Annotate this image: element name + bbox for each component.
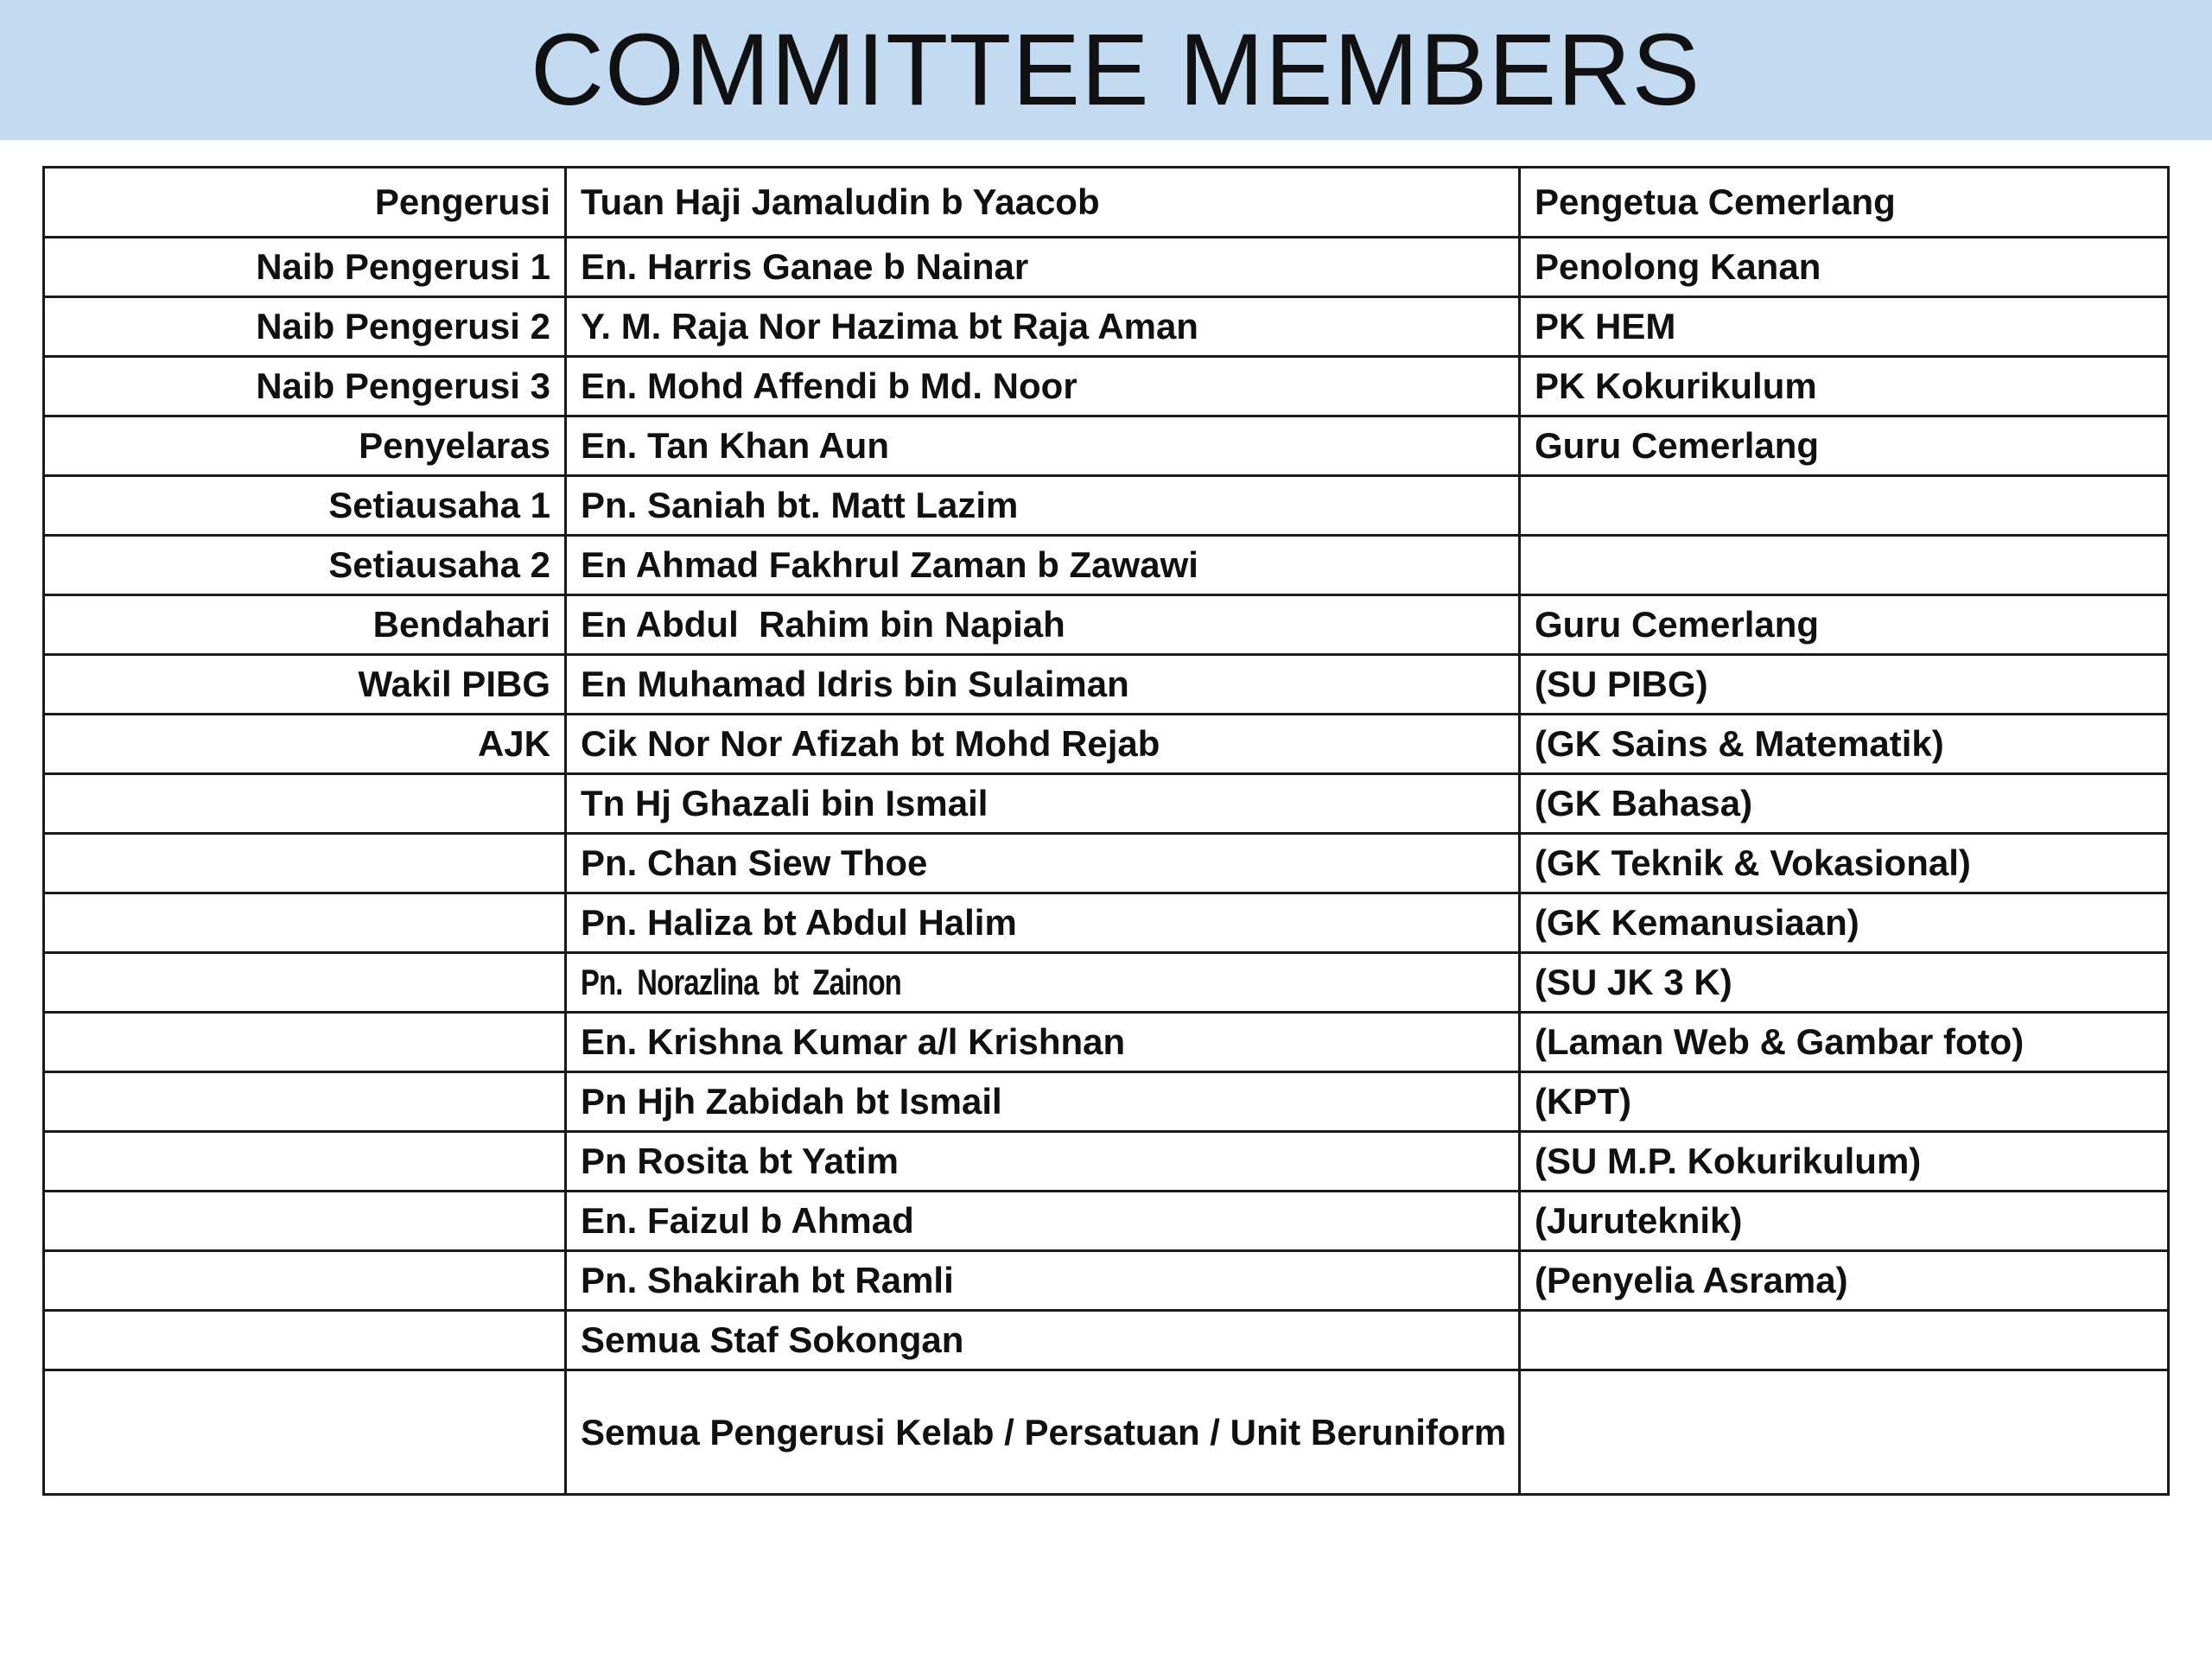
table-row bbox=[44, 655, 2169, 715]
table-row bbox=[44, 1311, 2169, 1370]
name-cell: Pn. Shakirah bt Ramli bbox=[566, 1251, 1520, 1311]
role-cell: AJK bbox=[44, 715, 566, 774]
position-cell: (Penyelia Asrama) bbox=[1520, 1251, 2169, 1311]
position-cell: (Juruteknik) bbox=[1520, 1192, 2169, 1251]
table-row bbox=[44, 416, 2169, 476]
position-cell: PK Kokurikulum bbox=[1520, 357, 2169, 416]
role-cell bbox=[44, 1072, 566, 1132]
table-row bbox=[44, 1251, 2169, 1311]
role-cell bbox=[44, 893, 566, 953]
name-cell: Tuan Haji Jamaludin b Yaacob bbox=[566, 168, 1520, 238]
table-row bbox=[44, 595, 2169, 655]
page-title: COMMITTEE MEMBERS bbox=[530, 13, 1701, 127]
table-row bbox=[44, 168, 2169, 238]
name-cell: En Abdul Rahim bin Napiah bbox=[566, 595, 1520, 655]
name-cell: Pn Rosita bt Yatim bbox=[566, 1132, 1520, 1192]
table-row bbox=[44, 1192, 2169, 1251]
table-row bbox=[44, 834, 2169, 893]
name-cell-text: Pn. Norazlina bt Zainon bbox=[581, 962, 902, 1002]
role-cell bbox=[44, 1311, 566, 1370]
name-cell: Cik Nor Nor Afizah bt Mohd Rejab bbox=[566, 715, 1520, 774]
name-cell bbox=[566, 953, 1520, 1013]
role-cell bbox=[44, 834, 566, 893]
role-cell: Naib Pengerusi 2 bbox=[44, 297, 566, 357]
name-cell: Semua Staf Sokongan bbox=[566, 1311, 1520, 1370]
name-cell: En. Mohd Affendi b Md. Noor bbox=[566, 357, 1520, 416]
position-cell: (SU M.P. Kokurikulum) bbox=[1520, 1132, 2169, 1192]
name-cell: Tn Hj Ghazali bin Ismail bbox=[566, 774, 1520, 834]
name-cell: Pn. Chan Siew Thoe bbox=[566, 834, 1520, 893]
role-cell: Setiausaha 2 bbox=[44, 536, 566, 595]
name-cell: En. Faizul b Ahmad bbox=[566, 1192, 1520, 1251]
name-cell: En. Krishna Kumar a/l Krishnan bbox=[566, 1013, 1520, 1072]
role-cell: Naib Pengerusi 3 bbox=[44, 357, 566, 416]
table-row bbox=[44, 1013, 2169, 1072]
table-row bbox=[44, 297, 2169, 357]
table-row bbox=[44, 1072, 2169, 1132]
table-row bbox=[44, 357, 2169, 416]
position-cell bbox=[1520, 1311, 2169, 1370]
table-row bbox=[44, 476, 2169, 536]
role-cell bbox=[44, 953, 566, 1013]
table-row bbox=[44, 238, 2169, 297]
position-cell: Guru Cemerlang bbox=[1520, 595, 2169, 655]
position-cell: (KPT) bbox=[1520, 1072, 2169, 1132]
position-cell: (SU JK 3 K) bbox=[1520, 953, 2169, 1013]
name-cell: Semua Pengerusi Kelab / Persatuan / Unit Beruniform bbox=[566, 1370, 1520, 1495]
position-cell: (GK Kemanusiaan) bbox=[1520, 893, 2169, 953]
role-cell: Pengerusi bbox=[44, 168, 566, 238]
name-cell: En Ahmad Fakhrul Zaman b Zawawi bbox=[566, 536, 1520, 595]
table-row bbox=[44, 953, 2169, 1013]
role-cell: Bendahari bbox=[44, 595, 566, 655]
role-cell: Wakil PIBG bbox=[44, 655, 566, 715]
title-banner bbox=[0, 0, 2212, 140]
position-cell: (GK Sains & Matematik) bbox=[1520, 715, 2169, 774]
table-row bbox=[44, 774, 2169, 834]
position-cell: (GK Bahasa) bbox=[1520, 774, 2169, 834]
name-cell: En. Tan Khan Aun bbox=[566, 416, 1520, 476]
role-cell: Penyelaras bbox=[44, 416, 566, 476]
table-row bbox=[44, 893, 2169, 953]
position-cell: PK HEM bbox=[1520, 297, 2169, 357]
position-cell: Pengetua Cemerlang bbox=[1520, 168, 2169, 238]
table-row bbox=[44, 1132, 2169, 1192]
position-cell bbox=[1520, 476, 2169, 536]
role-cell bbox=[44, 1132, 566, 1192]
role-cell bbox=[44, 774, 566, 834]
table-row bbox=[44, 536, 2169, 595]
name-cell: En Muhamad Idris bin Sulaiman bbox=[566, 655, 1520, 715]
position-cell: (Laman Web & Gambar foto) bbox=[1520, 1013, 2169, 1072]
role-cell bbox=[44, 1013, 566, 1072]
position-cell: Guru Cemerlang bbox=[1520, 416, 2169, 476]
role-cell: Setiausaha 1 bbox=[44, 476, 566, 536]
role-cell bbox=[44, 1192, 566, 1251]
position-cell: (SU PIBG) bbox=[1520, 655, 2169, 715]
table-row bbox=[44, 715, 2169, 774]
position-cell: (GK Teknik & Vokasional) bbox=[1520, 834, 2169, 893]
position-cell bbox=[1520, 536, 2169, 595]
role-cell bbox=[44, 1251, 566, 1311]
committee-table bbox=[42, 166, 2170, 1496]
role-cell: Naib Pengerusi 1 bbox=[44, 238, 566, 297]
role-cell bbox=[44, 1370, 566, 1495]
position-cell bbox=[1520, 1370, 2169, 1495]
table-row bbox=[44, 1370, 2169, 1495]
name-cell: En. Harris Ganae b Nainar bbox=[566, 238, 1520, 297]
name-cell: Y. M. Raja Nor Hazima bt Raja Aman bbox=[566, 297, 1520, 357]
name-cell: Pn Hjh Zabidah bt Ismail bbox=[566, 1072, 1520, 1132]
name-cell: Pn. Saniah bt. Matt Lazim bbox=[566, 476, 1520, 536]
name-cell: Pn. Haliza bt Abdul Halim bbox=[566, 893, 1520, 953]
position-cell: Penolong Kanan bbox=[1520, 238, 2169, 297]
